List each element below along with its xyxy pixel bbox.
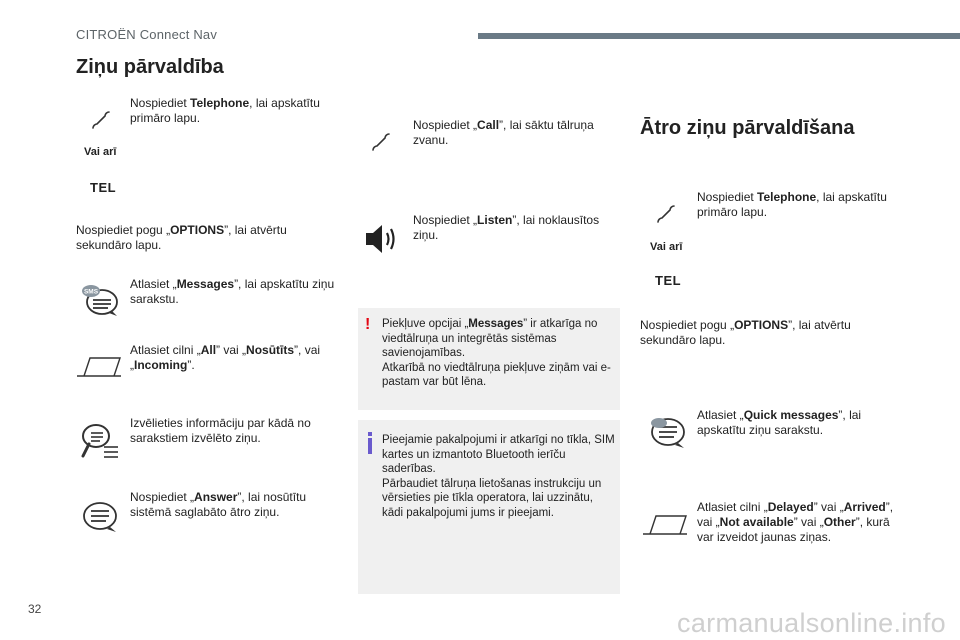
sms-badge-text: SMS xyxy=(83,288,99,296)
options-step: Nospiediet pogu „OPTIONS”, lai atvērtu sekundāro lapu. xyxy=(640,318,851,347)
tab-icon xyxy=(642,514,688,536)
info-icon xyxy=(367,432,373,454)
tab-icon xyxy=(76,356,122,378)
phone-icon xyxy=(654,202,678,226)
watermark: carmanualsonline.info xyxy=(677,608,946,638)
info-text: Pieejamie pakalpojumi ir atkarīgi no tīkla, SIM kartes un izmantoto Bluetooth ierīču saderības. Pārbaudiet tālruņa lietošanas instrukciju un vērsieties pie tīkla operatora, lai uzzinātu, kādi pakalpojumi jums ir pieejami. xyxy=(382,434,615,519)
tel-label: TEL xyxy=(90,180,117,195)
answer-step: Nospiediet „Answer”, lai nosūtītu sistēmā saglabāto ātro ziņu. xyxy=(130,490,307,519)
warning-text: Piekļuve opcijai „Messages” ir atkarīga no viedtālruņa un integrētās sistēmas savienojamības. Atkarībā no viedtālruņa piekļuve ziņām vai e-pastam var būt lēna. xyxy=(382,318,611,388)
telephone-step: Nospiediet Telephone, lai apskatītu primāro lapu. xyxy=(130,96,320,125)
messages-step: Atlasiet „Messages”, lai apskatītu ziņu sarakstu. xyxy=(130,277,335,306)
page-heading: Ziņu pārvaldība xyxy=(76,56,224,78)
warning-box xyxy=(358,308,620,410)
message-detail-icon xyxy=(80,420,120,460)
section-heading: Ātro ziņu pārvaldīšana xyxy=(640,117,855,139)
info-box xyxy=(358,420,620,594)
phone-icon xyxy=(369,130,393,154)
tabs-step: Atlasiet cilni „Delayed” vai „Arrived”, vai „Not available” vai „Other”, kurā var izveidot jaunas ziņas. xyxy=(697,500,894,544)
tabs-step: Atlasiet cilni „All” vai „Nosūtīts”, vai „Incoming”. xyxy=(130,343,321,372)
or-label: Vai arī xyxy=(84,146,117,158)
telephone-step: Nospiediet Telephone, lai apskatītu primāro lapu. xyxy=(697,190,887,219)
sms-icon xyxy=(80,282,120,318)
header-title: CITROËN Connect Nav xyxy=(76,27,218,42)
warning-icon: ! xyxy=(365,316,371,333)
or-label: Vai arī xyxy=(650,241,683,253)
page-number: 32 xyxy=(28,602,42,616)
speaker-icon xyxy=(364,222,400,256)
choose-step: Izvēlieties informāciju par kādā no sarakstiem izvēlēto ziņu. xyxy=(130,416,311,445)
header-bar xyxy=(478,33,960,39)
quick-message-icon xyxy=(648,416,688,450)
options-step: Nospiediet pogu „OPTIONS”, lai atvērtu sekundāro lapu. xyxy=(76,223,287,252)
call-step: Nospiediet „Call”, lai sāktu tālruņa zvanu. xyxy=(413,118,594,147)
quick-message-icon xyxy=(80,500,120,534)
tel-label: TEL xyxy=(655,273,682,288)
listen-step: Nospiediet „Listen”, lai noklausītos ziņu. xyxy=(413,213,600,242)
quick-messages-step: Atlasiet „Quick messages”, lai apskatītu ziņu sarakstu. xyxy=(697,408,862,437)
phone-icon xyxy=(89,108,113,132)
